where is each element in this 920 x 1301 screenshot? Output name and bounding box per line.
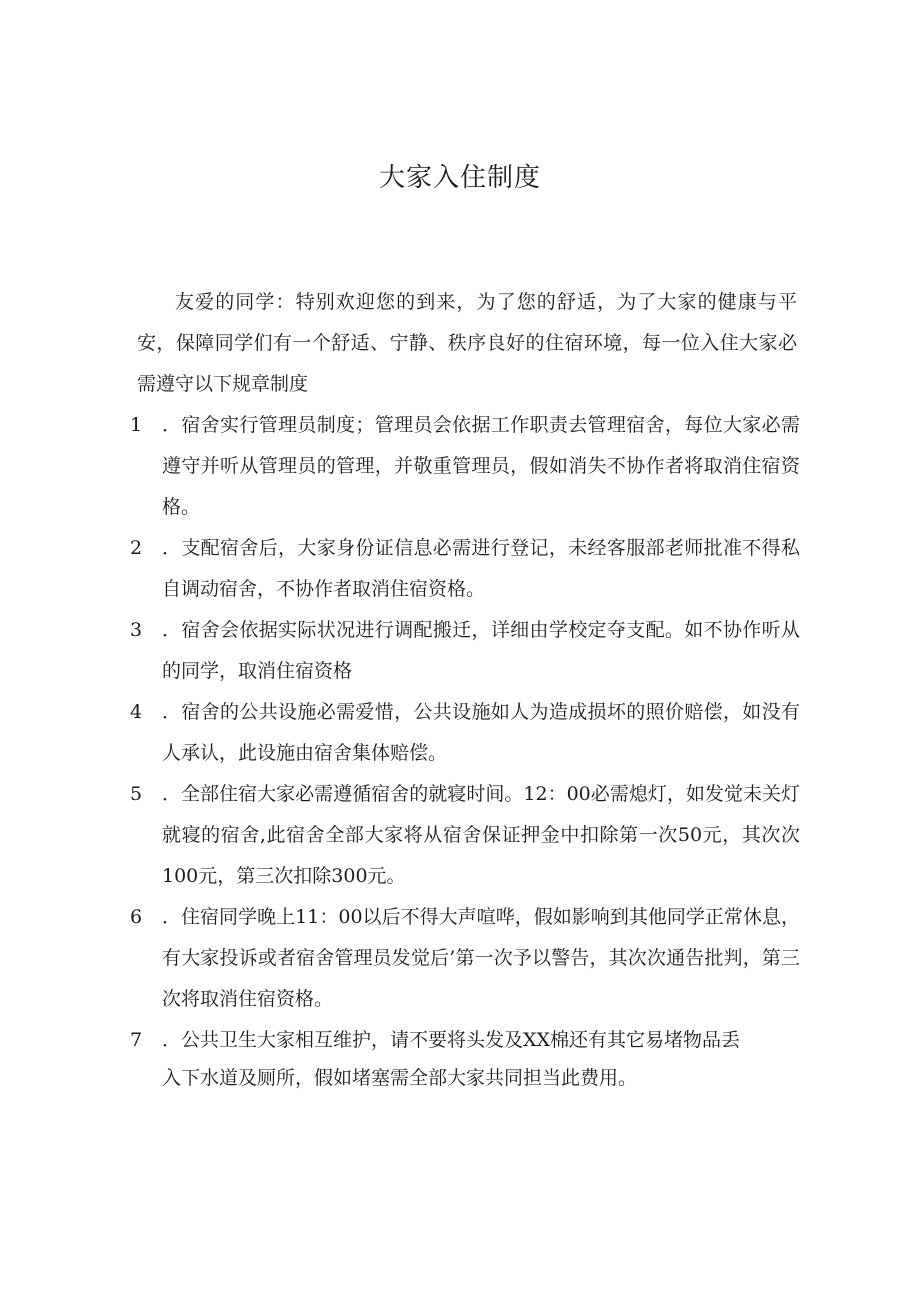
rule-number: 5 [130, 783, 143, 805]
rule-item [130, 528, 800, 610]
rule-number: 2 [130, 537, 143, 559]
rule-number: 6 [130, 906, 143, 928]
rule-number: 4 [130, 701, 143, 723]
rule-item [130, 405, 800, 528]
rule-item [130, 692, 800, 774]
rule-text: ．住宿同学晚上11：00以后不得大声喧哗，假如影响到其他同学正常休息，有大家投诉或者宿舍管理员发觉后’第一次予以警告，其次次通告批判，第三次将取消住宿资格。 [162, 906, 800, 1010]
rule-number: 1 [130, 414, 143, 436]
rule-text: ．宿舍的公共设施必需爱惜，公共设施如人为造成损坏的照价赔偿，如没有人承认，此设施由宿舍集体赔偿。 [162, 701, 800, 764]
rule-text: ．宿舍实行管理员制度；管理员会依据工作职责去管理宿舍，每位大家必需遵守并听从管理员的管理，并敬重管理员，假如消失不协作者将取消住宿资格。 [162, 414, 800, 518]
rule-number: 3 [130, 619, 143, 641]
rule-text: ．宿舍会依据实际状况进行调配搬迁，详细由学校定夺支配。如不协作听从的同学，取消住宿资格 [162, 619, 800, 682]
rule-text: ．公共卫生大家相互维护，请不要将头发及XX棉还有其它易堵物品丢 [162, 1029, 741, 1051]
rule-text: ．支配宿舍后，大家身份证信息必需进行登记，未经客服部老师批准不得私自调动宿舍，不协作者取消住宿资格。 [162, 537, 800, 600]
rule-text: ．全部住宿大家必需遵循宿舍的就寝时间。12：00必需熄灯，如发觉未关灯就寝的宿舍,此宿舍全部大家将从宿舍保证押金中扣除第一次50元，其次次100元，第三次扣除300元。 [162, 783, 800, 887]
rules-list [130, 405, 800, 1061]
rule-item [130, 1020, 800, 1061]
rule-7-continuation: 入下水道及厕所，假如堵塞需全部大家共同担当此费用。 [162, 1067, 638, 1089]
rule-item [130, 897, 800, 1020]
rule-item [130, 610, 800, 692]
rule-item [130, 774, 800, 897]
document-title: 大家入住制度 [378, 163, 541, 193]
rule-number: 7 [130, 1029, 143, 1051]
intro-paragraph: 友爱的同学：特别欢迎您的到来，为了您的舒适，为了大家的健康与平安，保障同学们有一个舒适、宁静、秩序良好的住宿环境，每一位入住大家必需遵守以下规章制度 [137, 291, 797, 395]
